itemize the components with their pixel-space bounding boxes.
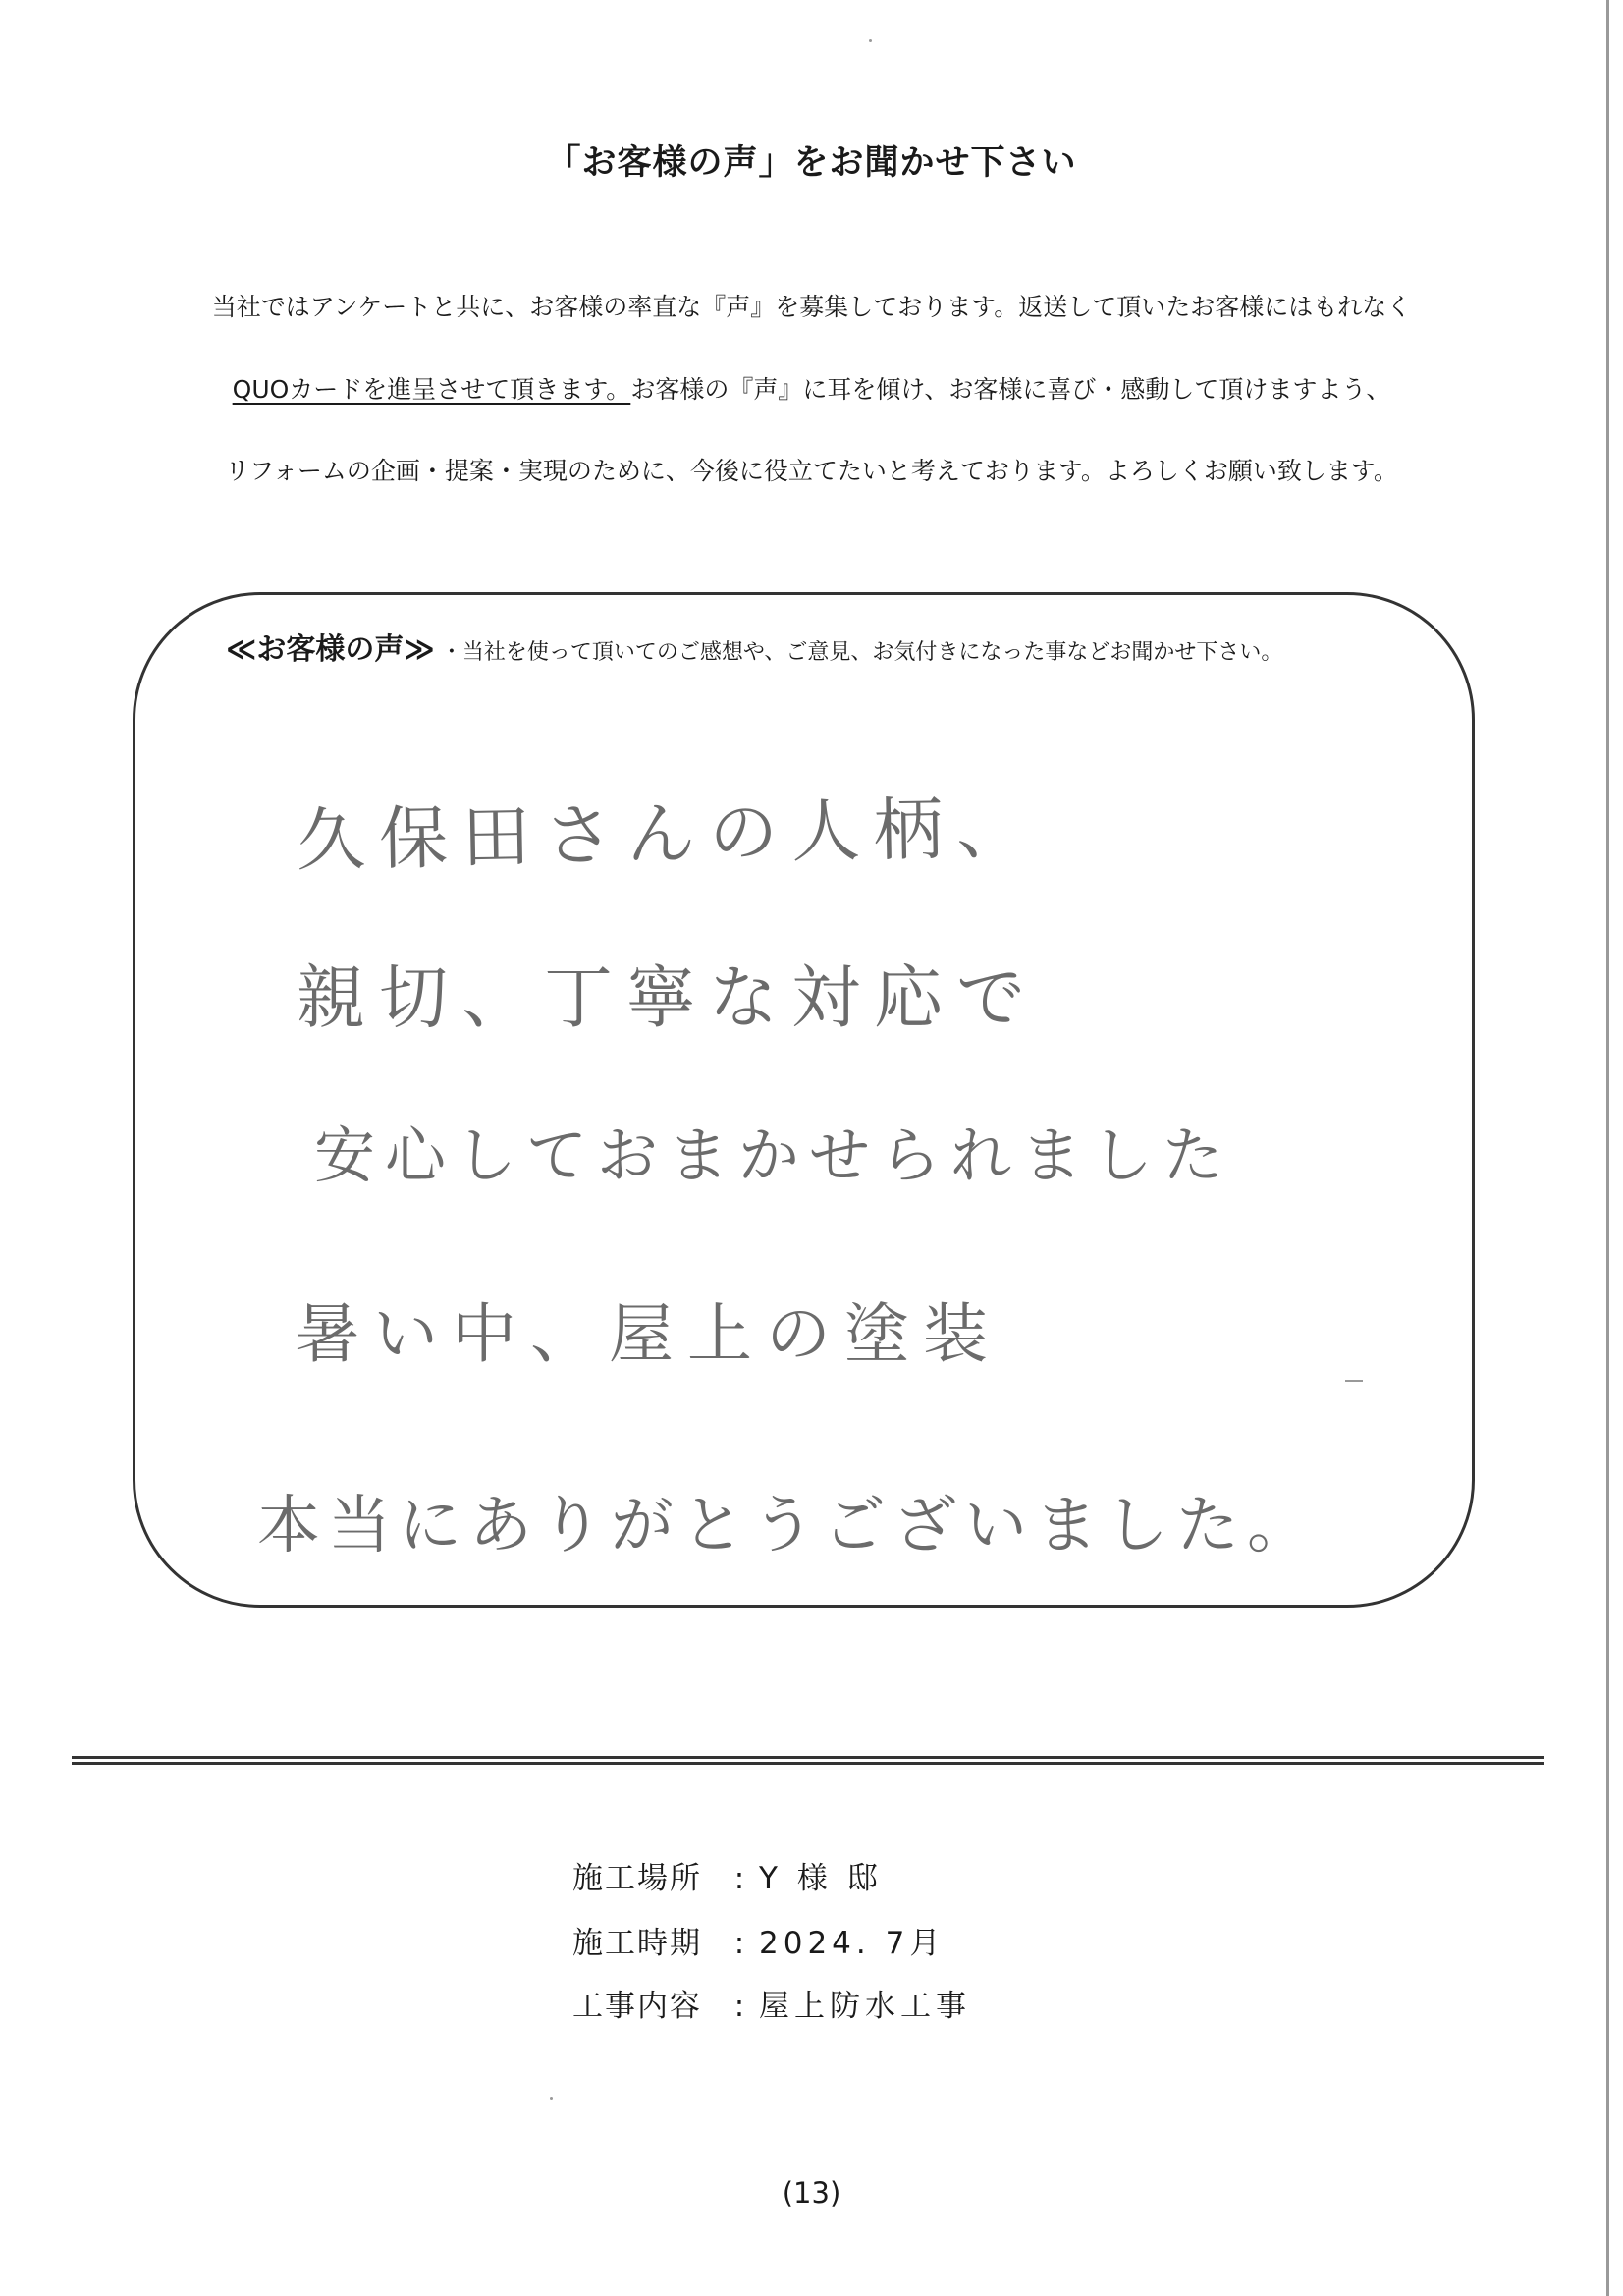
customer-voice-box bbox=[133, 592, 1475, 1608]
scan-speck bbox=[869, 39, 872, 42]
work-value: 屋上防水工事 bbox=[759, 1989, 971, 2024]
handwritten-line-1: 久保田さんの人柄、 bbox=[296, 787, 1040, 881]
quo-card-notice: QUOカードを進呈させて頂きます。 bbox=[232, 375, 631, 404]
work-label: 工事内容 bbox=[572, 1989, 702, 2024]
location-label: 施工場所 bbox=[572, 1861, 702, 1896]
period-separator: : bbox=[733, 1926, 745, 1961]
construction-period bbox=[572, 1918, 945, 1962]
period-label: 施工時期 bbox=[572, 1926, 702, 1961]
page-number: (13) bbox=[782, 2176, 841, 2210]
customer-voice-prompt: ・当社を使って頂いてのご感想や、ご意見、お気付きになった事などお聞かせ下さい。 bbox=[440, 640, 1283, 665]
scan-speck bbox=[1345, 1380, 1363, 1382]
work-separator: : bbox=[733, 1989, 745, 2024]
handwritten-line-5: 本当にありがとうございました。 bbox=[257, 1490, 1318, 1562]
scan-speck bbox=[550, 2097, 553, 2100]
handwritten-line-2: 親切、丁寧な対応で bbox=[297, 957, 1039, 1038]
intro-line-2-rest: お客様の『声』に耳を傾け、お客様に喜び・感動して頂けますよう、 bbox=[630, 375, 1391, 404]
handwritten-line-3: 安心しておまかせられました bbox=[314, 1120, 1234, 1191]
location-value: Y 様 邸 bbox=[759, 1861, 883, 1896]
customer-voice-label: ≪お客様の声≫ bbox=[226, 632, 435, 667]
page-edge bbox=[1606, 0, 1609, 2296]
page-title: 「お客様の声」をお聞かせ下さい bbox=[546, 143, 1077, 183]
handwritten-line-4: 暑い中、屋上の塗装 bbox=[295, 1296, 1001, 1372]
period-value: 2024. 7月 bbox=[759, 1926, 946, 1961]
intro-line-1: 当社ではアンケートと共に、お客様の率直な『声』を募集しております。返送して頂いたお客様にはもれなく bbox=[211, 293, 1412, 321]
intro-line-2 bbox=[0, 370, 1623, 406]
construction-work bbox=[572, 1981, 971, 2025]
intro-line-3: リフォームの企画・提案・実現のために、今後に役立てたいと考えております。よろしくお願い致します。 bbox=[225, 457, 1398, 485]
location-separator: : bbox=[733, 1861, 745, 1896]
double-rule-divider bbox=[72, 1756, 1544, 1765]
customer-voice-heading bbox=[226, 625, 1282, 668]
construction-location bbox=[572, 1853, 883, 1897]
